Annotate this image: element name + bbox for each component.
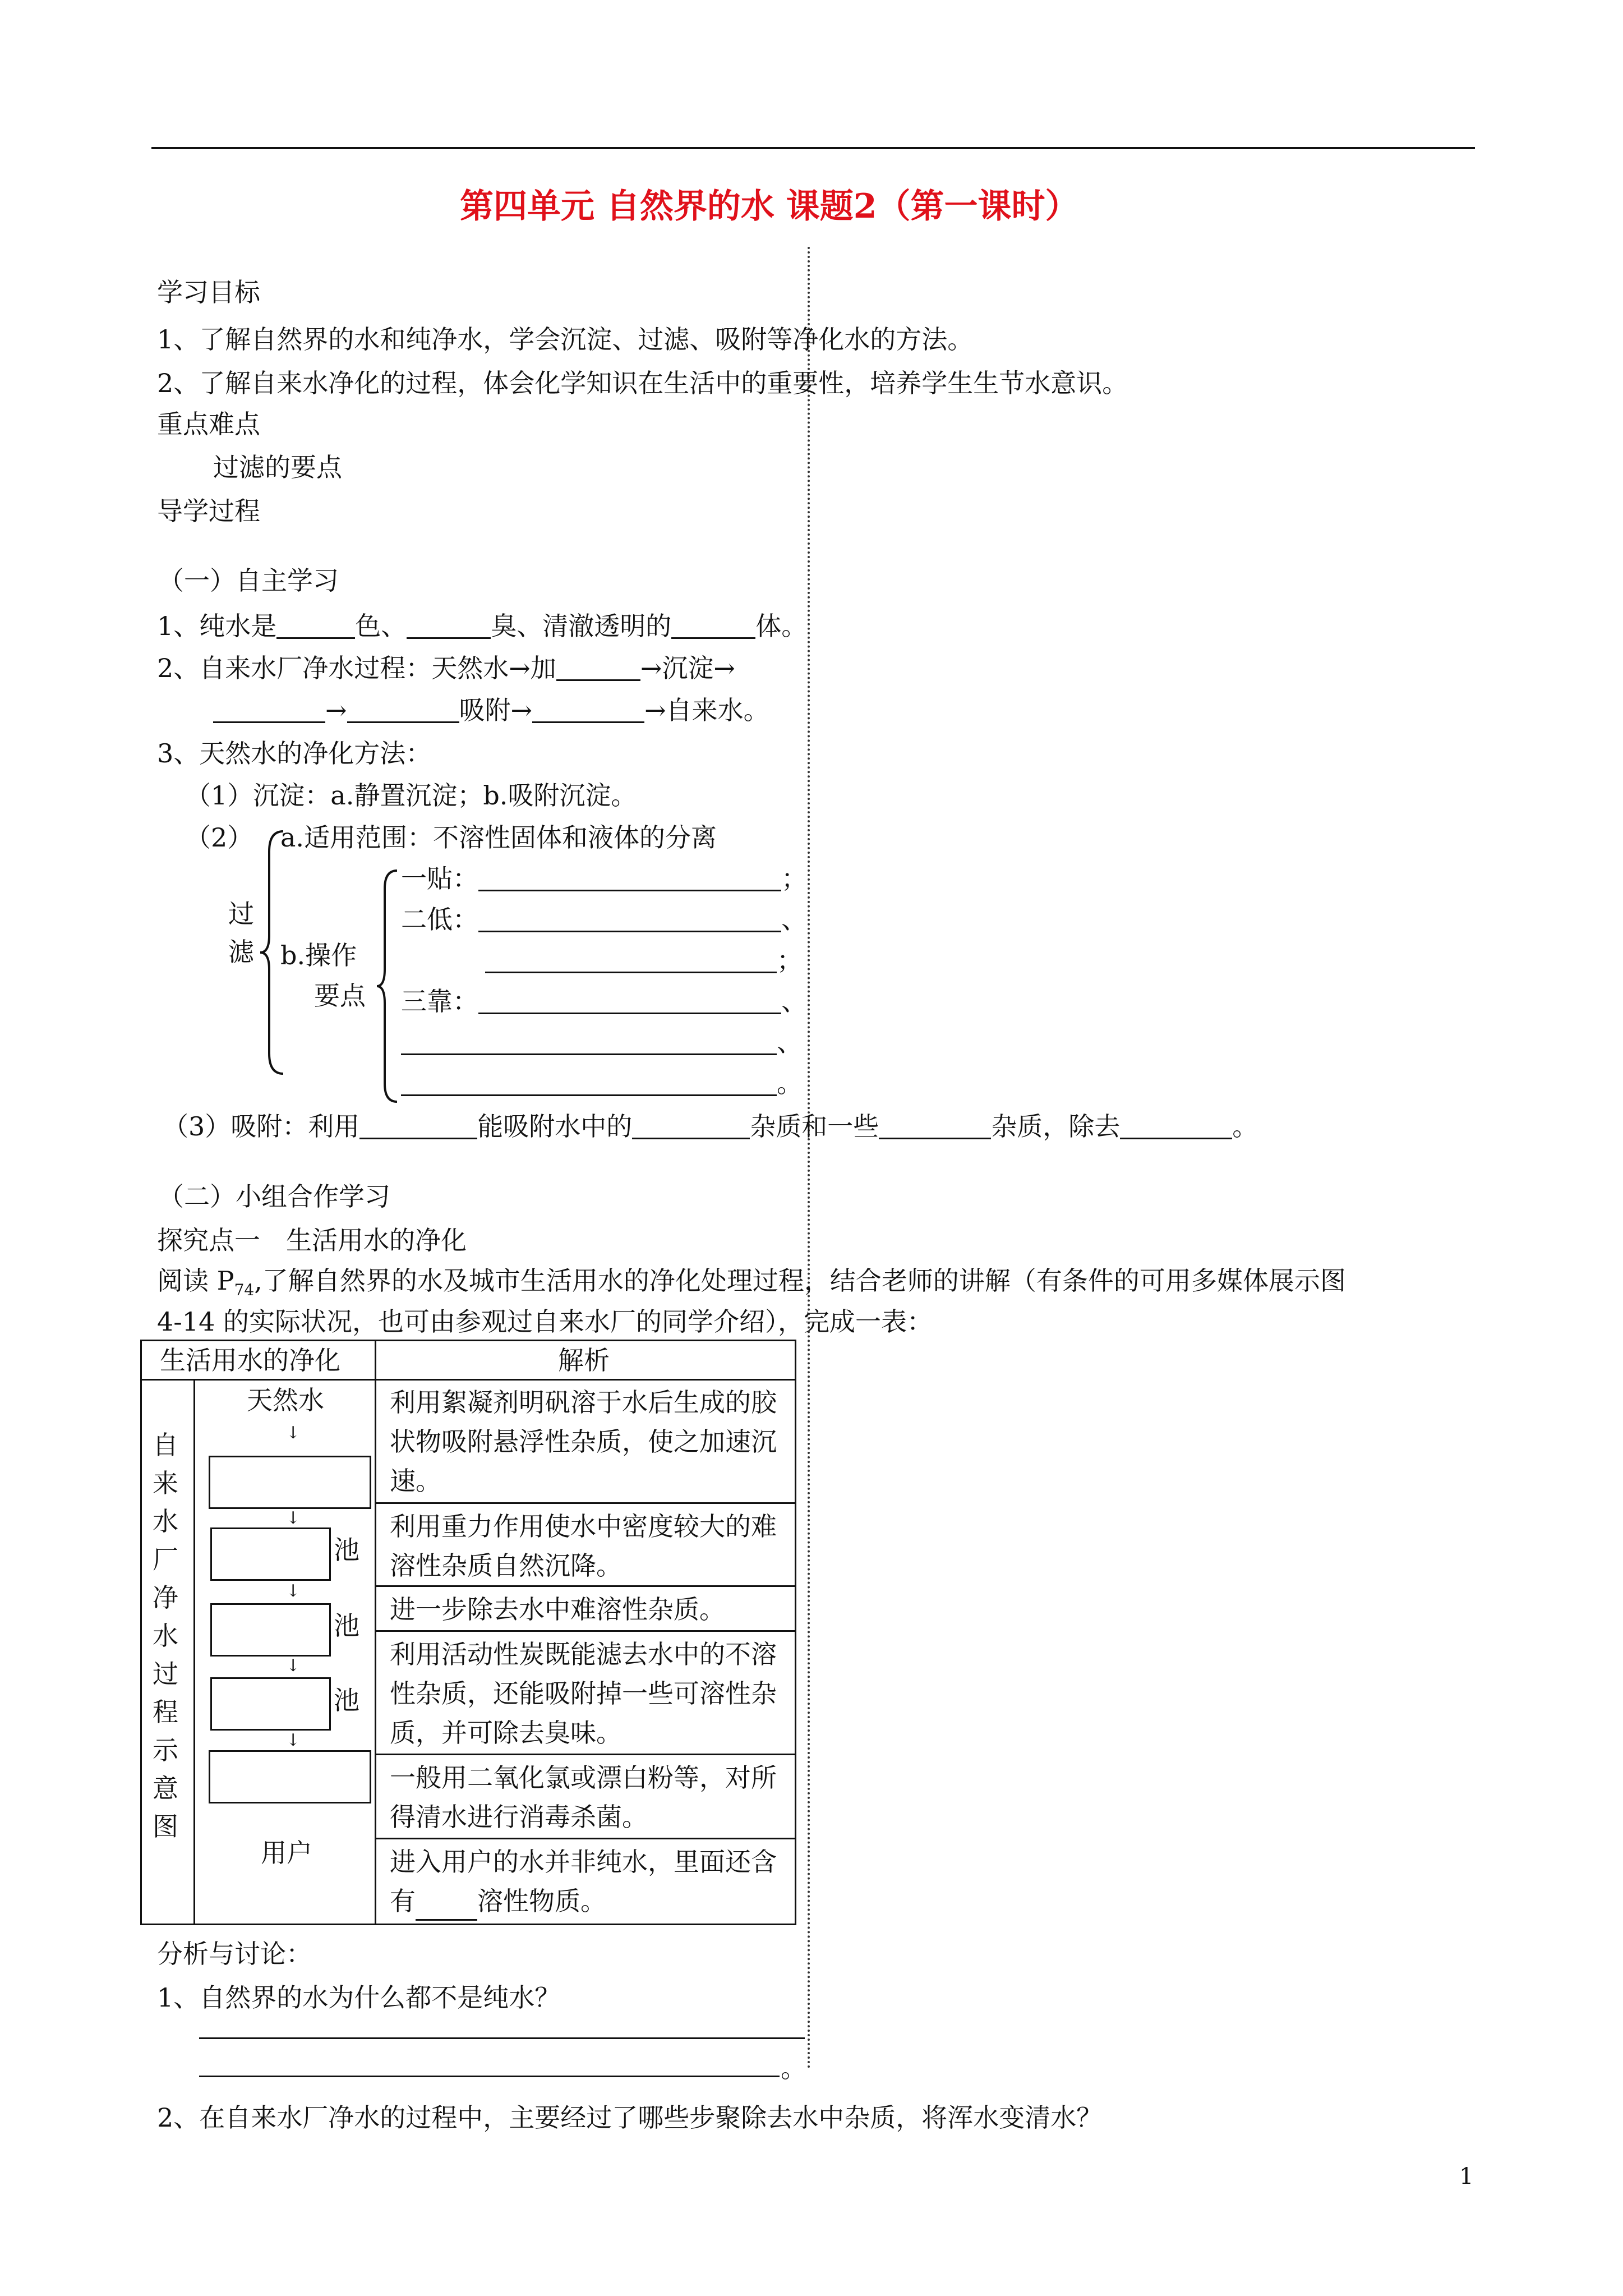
discussion-q2: 2、在自来水厂净水的过程中，主要经过了哪些步聚除去水中杂质，将浑水变清水？ xyxy=(157,2102,1103,2133)
erdi-row-2 xyxy=(485,945,803,976)
q1-text-a: 1、纯水是 xyxy=(157,611,277,641)
pool-label-3: 池 xyxy=(334,1685,359,1715)
key-point: 过滤的要点 xyxy=(213,452,342,482)
sankao-row-3 xyxy=(401,1070,803,1096)
answer-line-1[interactable] xyxy=(199,2037,805,2039)
sankao-end-1: 、 xyxy=(781,986,807,1016)
sankao-end-3: 。 xyxy=(777,1068,803,1098)
explore-point: 探究点一 生活用水的净化 xyxy=(157,1225,467,1255)
m3-blank-4[interactable] xyxy=(1120,1115,1232,1139)
m3-blank-1[interactable] xyxy=(359,1115,477,1139)
erdi-blank-2[interactable] xyxy=(485,949,777,973)
table-header-2: 解析 xyxy=(558,1345,610,1375)
reading-line-2: 4-14 的实际状况，也可由参观过自来水厂的同学介绍），完成一表： xyxy=(157,1306,933,1337)
question-3: 3、天然水的净化方法： xyxy=(157,738,432,769)
q2-text-e: →自来水。 xyxy=(644,695,769,725)
q2-text-d: 吸附→ xyxy=(459,695,533,725)
method-3 xyxy=(163,1111,1258,1142)
m3-text-b: 能吸附水中的 xyxy=(477,1111,633,1142)
page-number: 1 xyxy=(1459,2164,1474,2189)
table-header-1: 生活用水的净化 xyxy=(160,1345,340,1375)
top-rule xyxy=(151,147,1475,149)
method-2-scope: a.适用范围：不溶性固体和液体的分离 xyxy=(280,822,717,853)
flow-arrow-4: ↓ xyxy=(286,1656,301,1676)
flow-arrow-5: ↓ xyxy=(286,1731,301,1750)
sankao-end-2: 、 xyxy=(777,1027,803,1057)
yitie-blank[interactable] xyxy=(478,867,781,891)
table-row-5: 一般用二氧化氯或漂白粉等，对所得清水进行消毒杀菌。 xyxy=(390,1763,777,1832)
row-rule-5 xyxy=(375,1838,796,1839)
method-2-num: （2） xyxy=(185,822,253,853)
m3-blank-2[interactable] xyxy=(632,1115,750,1139)
q2-blank-1[interactable] xyxy=(556,657,640,681)
question-1 xyxy=(157,613,807,639)
table-side-label: 自来水厂净水过程示意图 xyxy=(153,1430,178,1842)
sankao-blank-1[interactable] xyxy=(478,990,781,1014)
q1-text-c: 臭、清澈透明的 xyxy=(491,611,672,641)
row-6-blank[interactable] xyxy=(416,1899,477,1921)
fold-line xyxy=(808,247,810,2070)
flow-top-label: 天然水 xyxy=(247,1385,324,1415)
q2-blank-4[interactable] xyxy=(532,699,644,723)
operation-label-1: b.操作 xyxy=(280,940,357,970)
answer-line-2[interactable] xyxy=(199,2076,780,2077)
sankao-label: 三靠： xyxy=(401,986,478,1016)
q2-blank-3[interactable] xyxy=(347,699,459,723)
m3-text-e: 。 xyxy=(1232,1111,1258,1142)
filter-label: 过滤 xyxy=(228,899,254,967)
row-rule-3 xyxy=(375,1630,796,1632)
self-study-heading: （一）自主学习 xyxy=(158,565,339,596)
yitie-end: ； xyxy=(781,863,807,894)
row-rule-2 xyxy=(375,1585,796,1587)
page-title: 第四单元 自然界的水 课题2（第一课时） xyxy=(460,187,1079,226)
table-row-1: 利用絮凝剂明矾溶于水后生成的胶状物吸附悬浮性杂质，使之加速沉速。 xyxy=(390,1387,777,1496)
row-6-text: 进入用户的水并非纯水，里面还含有 xyxy=(390,1847,777,1916)
read-a: 阅读 P xyxy=(157,1266,234,1296)
flow-box-3[interactable] xyxy=(210,1603,331,1657)
flow-box-2[interactable] xyxy=(210,1527,331,1581)
row-6-tail: 溶性物质。 xyxy=(477,1886,606,1916)
method-1: （1）沉淀：a.静置沉淀；b.吸附沉淀。 xyxy=(185,780,637,811)
table-row-6 xyxy=(390,1842,785,1921)
table-row-2: 利用重力作用使水中密度较大的难溶性杂质自然沉降。 xyxy=(390,1511,777,1581)
m3-text-d: 杂质，除去 xyxy=(991,1111,1121,1142)
discussion-q1: 1、自然界的水为什么都不是纯水？ xyxy=(157,1982,561,2013)
yitie-row xyxy=(401,863,807,894)
q1-text-d: 体。 xyxy=(755,611,808,641)
question-2 xyxy=(157,655,735,681)
q2-text-b: →沉淀→ xyxy=(640,653,735,683)
sankao-row-1 xyxy=(401,988,807,1014)
goal-2: 2、了解自来水净化的过程，体会化学知识在生活中的重要性，培养学生生节水意识。 xyxy=(157,368,1128,398)
table-row-4: 利用活动性炭既能滤去水中的不溶性杂质，还能吸附掉一些可溶性杂质，并可除去臭味。 xyxy=(390,1639,777,1748)
group-study-heading: （二）小组合作学习 xyxy=(158,1181,390,1212)
erdi-label: 二低： xyxy=(401,904,478,935)
flow-arrow-3: ↓ xyxy=(286,1581,301,1601)
sankao-row-2 xyxy=(401,1029,803,1055)
small-brace xyxy=(375,868,399,1104)
table-side-rule xyxy=(193,1379,195,1925)
key-heading: 重点难点 xyxy=(157,409,260,439)
flow-box-5[interactable] xyxy=(209,1750,371,1803)
m3-blank-3[interactable] xyxy=(879,1115,991,1139)
erdi-row-1 xyxy=(401,904,807,935)
guide-heading: 导学过程 xyxy=(157,496,260,526)
read-sub: 74 xyxy=(234,1281,255,1300)
q2-blank-2[interactable] xyxy=(213,699,325,723)
pool-label-2: 池 xyxy=(334,1611,359,1641)
table-row-3: 进一步除去水中难溶性杂质。 xyxy=(390,1594,725,1625)
answer-end: 。 xyxy=(781,2053,806,2083)
row-rule-4 xyxy=(375,1754,796,1755)
read-b: ,了解自然界的水及城市生活用水的净化处理过程，结合老师的讲解（有条件的可用多媒体展示图 xyxy=(254,1266,1346,1296)
operation-label-2: 要点 xyxy=(314,981,366,1011)
q2-text-c: → xyxy=(325,695,347,725)
flow-bottom-label: 用户 xyxy=(261,1838,312,1868)
flow-box-4[interactable] xyxy=(210,1677,331,1731)
erdi-end-1: 、 xyxy=(781,904,807,935)
flow-arrow-2: ↓ xyxy=(286,1508,301,1528)
q1-blank-2[interactable] xyxy=(407,615,491,639)
m3-text-c: 杂质和一些 xyxy=(750,1111,879,1142)
reading-line-1 xyxy=(157,1268,1346,1298)
q1-blank-1[interactable] xyxy=(276,615,355,639)
question-2-cont xyxy=(213,697,769,723)
discussion-heading: 分析与讨论： xyxy=(157,1939,312,1969)
table-header-rule xyxy=(140,1379,796,1381)
m3-text-a: （3）吸附：利用 xyxy=(163,1111,360,1142)
goal-1: 1、了解自然界的水和纯净水，学会沉淀、过滤、吸附等净化水的方法。 xyxy=(157,324,974,355)
row-rule-1 xyxy=(375,1502,796,1504)
goals-heading: 学习目标 xyxy=(157,277,260,307)
flow-box-1[interactable] xyxy=(209,1456,371,1509)
pool-label-1: 池 xyxy=(334,1535,359,1565)
q1-blank-3[interactable] xyxy=(671,615,755,639)
flow-arrow-1: ↓ xyxy=(286,1423,301,1443)
q1-text-b: 色、 xyxy=(355,611,407,641)
yitie-label: 一贴： xyxy=(401,863,478,894)
sankao-blank-3[interactable] xyxy=(401,1072,777,1096)
q2-text-a: 2、自来水厂净水过程：天然水→加 xyxy=(157,653,556,683)
erdi-blank-1[interactable] xyxy=(478,908,781,932)
sankao-blank-2[interactable] xyxy=(401,1031,777,1055)
erdi-end-2: ； xyxy=(777,945,803,976)
